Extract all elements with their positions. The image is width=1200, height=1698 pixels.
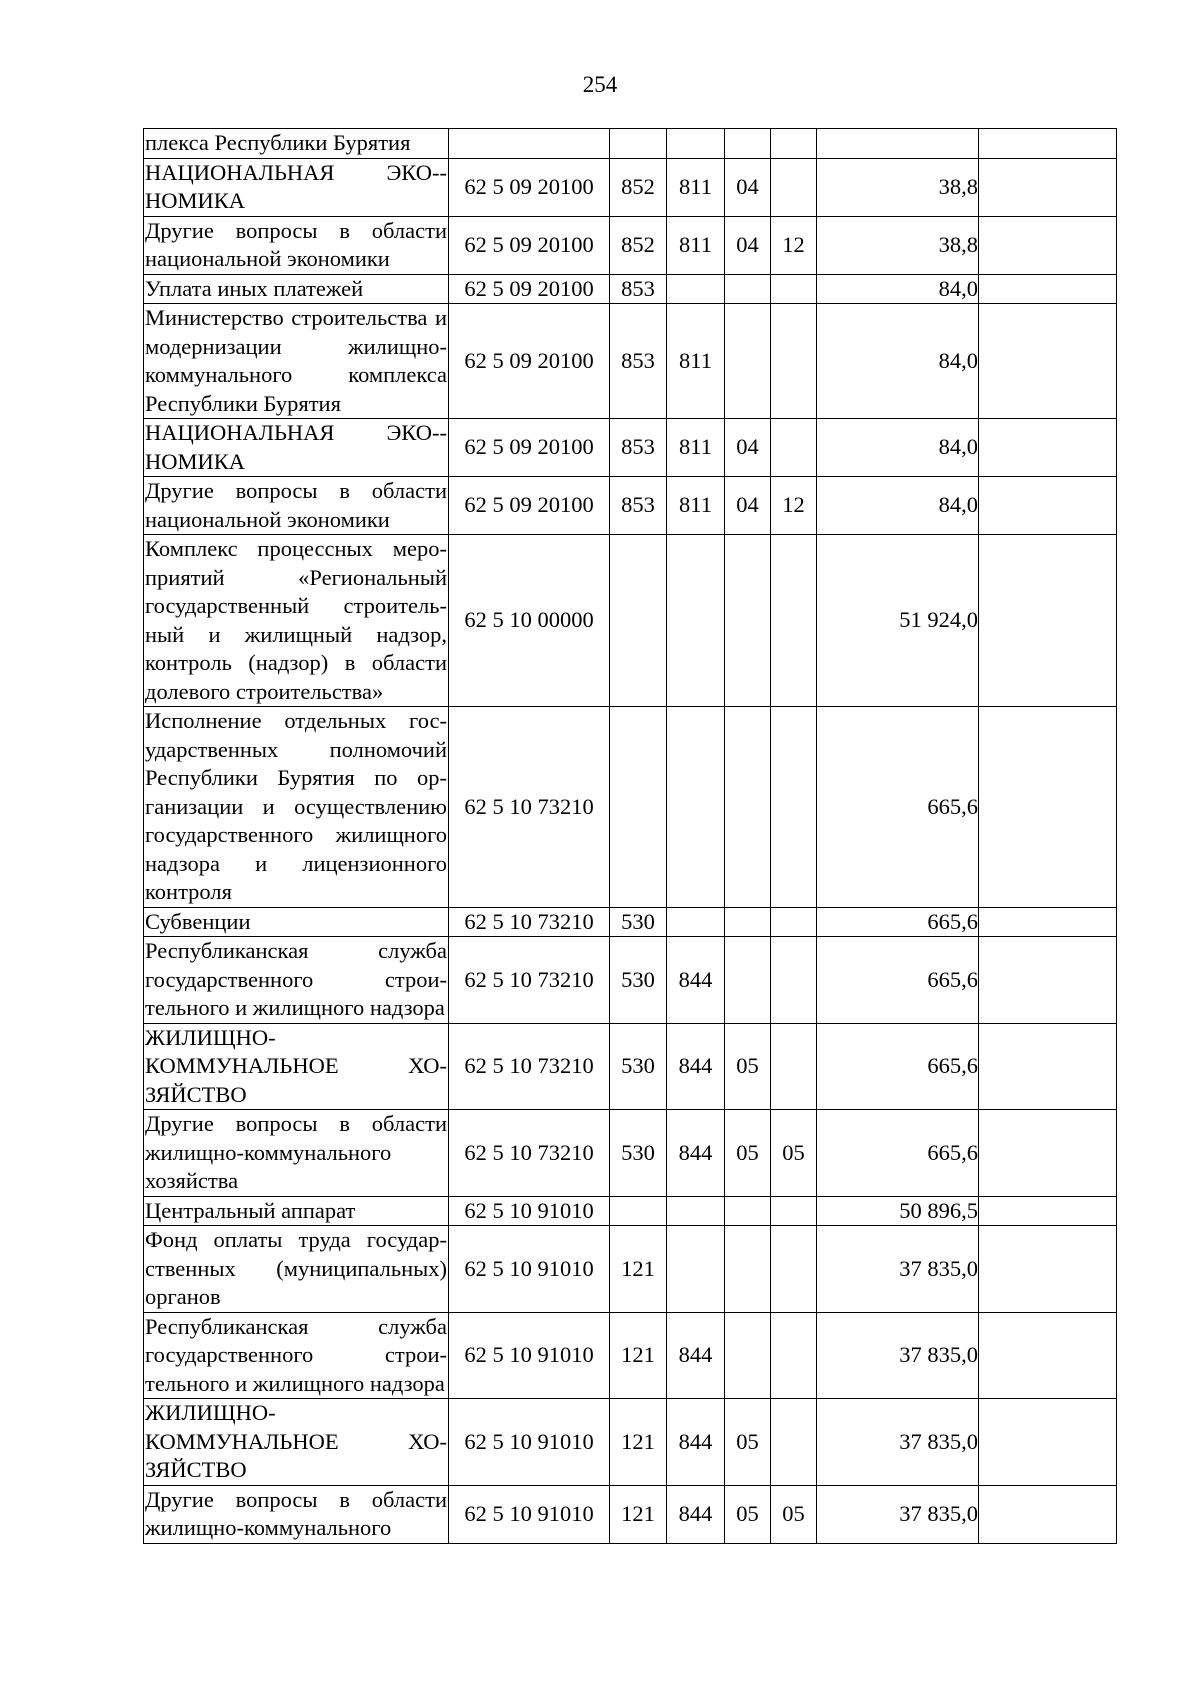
cell-amount: 37 835,0	[817, 1226, 979, 1313]
cell-name: плекса Республики Бурятия	[144, 129, 449, 159]
cell-extra	[979, 707, 1117, 908]
cell-amount: 38,8	[817, 158, 979, 216]
table-row	[144, 907, 1117, 937]
cell-extra	[979, 1312, 1117, 1399]
cell-target-article	[449, 129, 610, 159]
cell-name: НАЦИОНАЛЬНАЯ ЭКО-НОМИКА	[144, 419, 449, 477]
cell-subsection	[771, 535, 817, 707]
cell-subsection	[771, 158, 817, 216]
table-row	[144, 1485, 1117, 1543]
cell-target-article: 62 5 09 20100	[449, 477, 610, 535]
cell-ministry-code: 811	[667, 304, 725, 419]
cell-name: Субвенции	[144, 907, 449, 937]
cell-amount: 37 835,0	[817, 1399, 979, 1486]
cell-amount: 665,6	[817, 1110, 979, 1197]
cell-target-article: 62 5 10 73210	[449, 907, 610, 937]
cell-subsection	[771, 937, 817, 1024]
cell-target-article: 62 5 10 91010	[449, 1399, 610, 1486]
cell-extra	[979, 1485, 1117, 1543]
cell-name: Фонд оплаты труда государственных (муниципальных) органов	[144, 1226, 449, 1313]
cell-name: Министерство строительства и модернизации жилищно-коммунального комплекса Республики Бурятия	[144, 304, 449, 419]
cell-expense-type: 853	[610, 274, 667, 304]
cell-section	[725, 535, 771, 707]
cell-section	[725, 274, 771, 304]
cell-extra	[979, 1110, 1117, 1197]
cell-extra	[979, 1399, 1117, 1486]
cell-section	[725, 937, 771, 1024]
cell-target-article: 62 5 09 20100	[449, 216, 610, 274]
cell-name: Республиканская служба государственного строительного и жилищного надзора	[144, 1312, 449, 1399]
cell-ministry-code	[667, 707, 725, 908]
cell-section: 04	[725, 158, 771, 216]
cell-extra	[979, 1226, 1117, 1313]
table-row	[144, 937, 1117, 1024]
cell-amount: 665,6	[817, 907, 979, 937]
cell-ministry-code	[667, 535, 725, 707]
table-row	[144, 1226, 1117, 1313]
cell-target-article: 62 5 09 20100	[449, 158, 610, 216]
cell-ministry-code	[667, 907, 725, 937]
cell-section	[725, 907, 771, 937]
cell-target-article: 62 5 10 73210	[449, 1110, 610, 1197]
cell-target-article: 62 5 10 91010	[449, 1226, 610, 1313]
cell-expense-type: 530	[610, 1110, 667, 1197]
cell-expense-type	[610, 1196, 667, 1226]
cell-ministry-code: 844	[667, 1023, 725, 1110]
cell-name: Другие вопросы в области национальной экономики	[144, 216, 449, 274]
cell-expense-type: 530	[610, 907, 667, 937]
table-row	[144, 129, 1117, 159]
cell-expense-type	[610, 129, 667, 159]
table-body	[144, 129, 1117, 1544]
cell-subsection	[771, 274, 817, 304]
cell-amount: 84,0	[817, 419, 979, 477]
table-row	[144, 419, 1117, 477]
cell-expense-type: 121	[610, 1226, 667, 1313]
cell-subsection	[771, 1226, 817, 1313]
cell-expense-type: 121	[610, 1312, 667, 1399]
cell-target-article: 62 5 10 91010	[449, 1196, 610, 1226]
cell-subsection	[771, 1023, 817, 1110]
cell-section: 04	[725, 216, 771, 274]
table-row	[144, 1110, 1117, 1197]
cell-ministry-code: 811	[667, 419, 725, 477]
cell-subsection	[771, 707, 817, 908]
cell-subsection: 05	[771, 1110, 817, 1197]
cell-subsection	[771, 1196, 817, 1226]
cell-subsection	[771, 1399, 817, 1486]
cell-section: 04	[725, 419, 771, 477]
cell-amount: 84,0	[817, 274, 979, 304]
cell-target-article: 62 5 10 73210	[449, 937, 610, 1024]
cell-ministry-code: 811	[667, 216, 725, 274]
cell-ministry-code: 844	[667, 1312, 725, 1399]
cell-extra	[979, 1196, 1117, 1226]
cell-target-article: 62 5 10 73210	[449, 1023, 610, 1110]
cell-amount: 51 924,0	[817, 535, 979, 707]
cell-amount: 50 896,5	[817, 1196, 979, 1226]
cell-extra	[979, 158, 1117, 216]
cell-extra	[979, 1023, 1117, 1110]
cell-target-article: 62 5 10 73210	[449, 707, 610, 908]
cell-amount: 38,8	[817, 216, 979, 274]
table-row	[144, 274, 1117, 304]
cell-ministry-code	[667, 1226, 725, 1313]
cell-target-article: 62 5 10 00000	[449, 535, 610, 707]
cell-extra	[979, 477, 1117, 535]
cell-subsection: 12	[771, 477, 817, 535]
cell-section	[725, 1196, 771, 1226]
cell-name: Другие вопросы в области жилищно-коммунального хозяйства	[144, 1110, 449, 1197]
cell-expense-type: 853	[610, 419, 667, 477]
cell-ministry-code: 811	[667, 158, 725, 216]
budget-table	[143, 128, 1117, 1544]
table-row	[144, 158, 1117, 216]
cell-ministry-code	[667, 129, 725, 159]
cell-name: Исполнение отдельных государственных полномочий Республики Бурятия по организации и осуществлению государственного жилищного надзора и лицензионного контроля	[144, 707, 449, 908]
cell-amount: 665,6	[817, 1023, 979, 1110]
cell-subsection	[771, 304, 817, 419]
cell-amount	[817, 129, 979, 159]
cell-name: Другие вопросы в области жилищно-коммунального	[144, 1485, 449, 1543]
cell-section: 04	[725, 477, 771, 535]
cell-target-article: 62 5 09 20100	[449, 274, 610, 304]
table-row	[144, 1312, 1117, 1399]
cell-amount: 84,0	[817, 304, 979, 419]
cell-expense-type	[610, 707, 667, 908]
cell-extra	[979, 129, 1117, 159]
cell-amount: 665,6	[817, 707, 979, 908]
cell-extra	[979, 535, 1117, 707]
cell-ministry-code: 844	[667, 1485, 725, 1543]
cell-target-article: 62 5 09 20100	[449, 419, 610, 477]
cell-name: Комплекс процессных мероприятий «Региональный государственный строительный и жилищный надзор, контроль (надзор) в области долевого строительства»	[144, 535, 449, 707]
cell-extra	[979, 216, 1117, 274]
cell-ministry-code: 844	[667, 1110, 725, 1197]
cell-expense-type: 853	[610, 304, 667, 419]
cell-section: 05	[725, 1023, 771, 1110]
cell-subsection	[771, 129, 817, 159]
table-row	[144, 1196, 1117, 1226]
cell-target-article: 62 5 09 20100	[449, 304, 610, 419]
cell-expense-type: 121	[610, 1399, 667, 1486]
cell-expense-type: 121	[610, 1485, 667, 1543]
cell-subsection: 05	[771, 1485, 817, 1543]
table-row	[144, 477, 1117, 535]
cell-target-article: 62 5 10 91010	[449, 1312, 610, 1399]
table-row	[144, 707, 1117, 908]
table-row	[144, 1399, 1117, 1486]
table-row	[144, 535, 1117, 707]
cell-extra	[979, 419, 1117, 477]
cell-name: Республиканская служба государственного строительного и жилищного надзора	[144, 937, 449, 1024]
cell-subsection: 12	[771, 216, 817, 274]
cell-amount: 84,0	[817, 477, 979, 535]
cell-section: 05	[725, 1485, 771, 1543]
cell-expense-type: 852	[610, 158, 667, 216]
cell-subsection	[771, 419, 817, 477]
cell-ministry-code	[667, 1196, 725, 1226]
cell-ministry-code: 844	[667, 1399, 725, 1486]
cell-ministry-code: 811	[667, 477, 725, 535]
cell-subsection	[771, 907, 817, 937]
cell-target-article: 62 5 10 91010	[449, 1485, 610, 1543]
cell-ministry-code	[667, 274, 725, 304]
cell-extra	[979, 907, 1117, 937]
cell-name: ЖИЛИЩНО-КОММУНАЛЬНОЕ ХОЗЯЙСТВО	[144, 1399, 449, 1486]
table-row	[144, 1023, 1117, 1110]
cell-name: Центральный аппарат	[144, 1196, 449, 1226]
cell-subsection	[771, 1312, 817, 1399]
page-number: 254	[582, 72, 618, 97]
cell-expense-type: 530	[610, 1023, 667, 1110]
cell-expense-type	[610, 535, 667, 707]
cell-expense-type: 853	[610, 477, 667, 535]
cell-section: 05	[725, 1110, 771, 1197]
cell-extra	[979, 937, 1117, 1024]
cell-section	[725, 129, 771, 159]
cell-extra	[979, 274, 1117, 304]
table-row	[144, 216, 1117, 274]
cell-name: Другие вопросы в области национальной экономики	[144, 477, 449, 535]
cell-expense-type: 530	[610, 937, 667, 1024]
cell-amount: 665,6	[817, 937, 979, 1024]
cell-section	[725, 304, 771, 419]
cell-section: 05	[725, 1399, 771, 1486]
table-row	[144, 304, 1117, 419]
cell-section	[725, 1312, 771, 1399]
cell-section	[725, 1226, 771, 1313]
cell-extra	[979, 304, 1117, 419]
cell-expense-type: 852	[610, 216, 667, 274]
cell-name: НАЦИОНАЛЬНАЯ ЭКО-НОМИКА	[144, 158, 449, 216]
cell-name: Уплата иных платежей	[144, 274, 449, 304]
cell-section	[725, 707, 771, 908]
cell-ministry-code: 844	[667, 937, 725, 1024]
cell-amount: 37 835,0	[817, 1485, 979, 1543]
cell-amount: 37 835,0	[817, 1312, 979, 1399]
cell-name: ЖИЛИЩНО-КОММУНАЛЬНОЕ ХОЗЯЙСТВО	[144, 1023, 449, 1110]
